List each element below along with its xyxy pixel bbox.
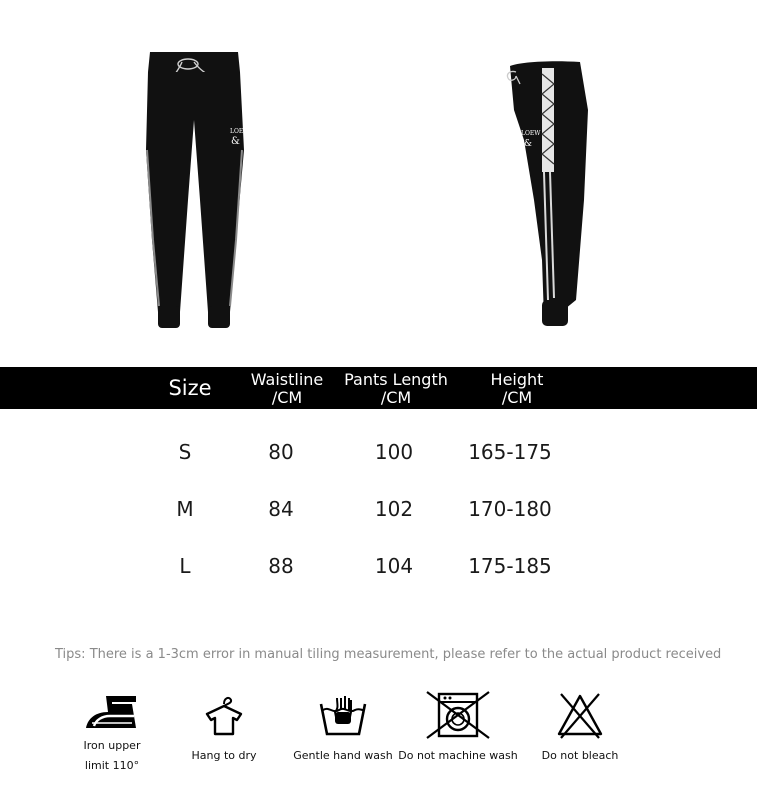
cell-pants-length: 104 — [374, 554, 414, 578]
care-item-iron — [70, 690, 154, 776]
care-label: Hang to dry — [191, 749, 257, 762]
cell-pants-length: 100 — [374, 440, 414, 464]
header-height: Height /CM — [490, 370, 544, 407]
cell-size: L — [179, 554, 191, 578]
care-label: Do not bleach — [541, 749, 619, 762]
pants-side-image — [480, 0, 620, 360]
iron-icon — [82, 690, 142, 736]
svg-text:&: & — [524, 139, 533, 149]
cell-height: 170-180 — [468, 497, 552, 521]
cell-waistline: 84 — [268, 497, 294, 521]
cell-pants-length: 102 — [374, 497, 414, 521]
header-waistline: Waistline /CM — [250, 370, 324, 407]
cell-size: S — [178, 440, 192, 464]
table-row — [0, 497, 757, 527]
care-label: limit 110° — [84, 759, 140, 772]
table-row — [0, 554, 757, 584]
care-item-no-machine — [398, 690, 518, 766]
svg-text:&: & — [231, 136, 240, 147]
cell-waistline: 88 — [268, 554, 294, 578]
care-label: Iron upper — [83, 739, 141, 752]
pants-front-image — [120, 0, 260, 360]
cell-height: 175-185 — [468, 554, 552, 578]
header-pants-length: Pants Length /CM — [344, 370, 448, 407]
header-size: Size — [168, 376, 212, 400]
care-item-handwash — [293, 690, 393, 766]
care-label: Do not machine wash — [398, 749, 518, 762]
care-item-hang — [184, 690, 264, 766]
cell-height: 165-175 — [468, 440, 552, 464]
no-machine-wash-icon — [423, 690, 493, 740]
hand-wash-icon — [315, 690, 371, 740]
measurement-tips: Tips: There is a 1-3cm error in manual tiling measurement, please refer to the actual product received — [55, 647, 722, 662]
cell-size: M — [176, 497, 194, 521]
hang-dry-icon — [199, 690, 249, 740]
svg-text:LOEW: LOEW — [230, 128, 250, 135]
size-table-header — [0, 367, 757, 409]
cell-waistline: 80 — [268, 440, 294, 464]
care-label: Gentle hand wash — [293, 749, 393, 762]
svg-text:LOEW: LOEW — [521, 130, 541, 137]
no-bleach-icon — [555, 690, 605, 740]
table-row — [0, 440, 757, 470]
care-item-no-bleach — [533, 690, 627, 766]
